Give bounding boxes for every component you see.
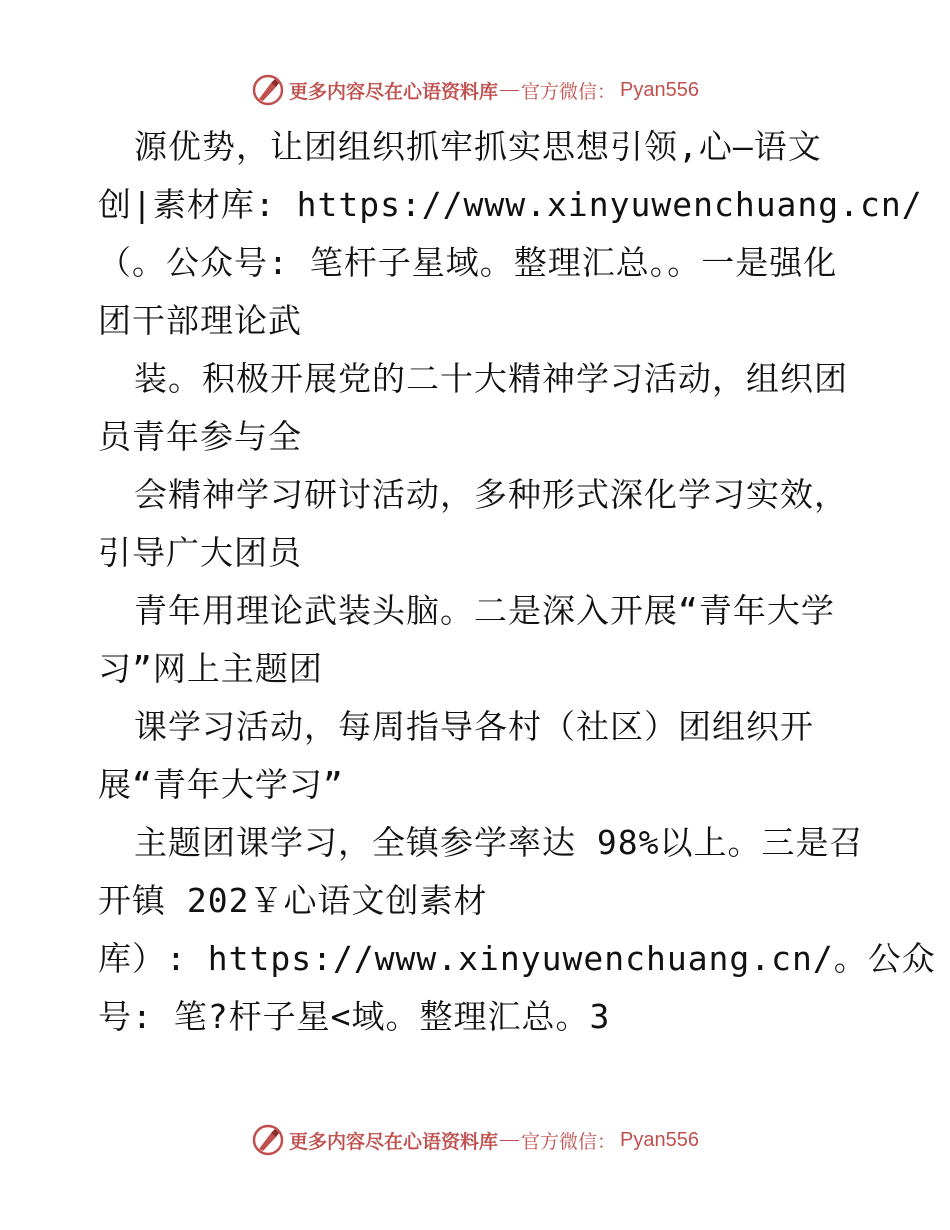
watermark-wechat-label: 官方微信： — [521, 80, 617, 103]
text-line: 员青年参与全 — [98, 417, 302, 456]
pen-nib-logo-icon — [251, 73, 285, 107]
watermark-separator: — — [500, 1129, 520, 1150]
text-line: 号: 笔?杆子星<域。整理汇总。3 — [98, 997, 611, 1036]
text-line: 引导广大团员 — [98, 533, 302, 572]
text-line: 库）: https://www.xinyuwenchuang.cn/。公众 — [98, 939, 936, 978]
text-line: 课学习活动，每周指导各村（社区）团组织开 — [134, 707, 814, 746]
text-line: 创|素材库: https://www.xinyuwenchuang.cn/ — [98, 185, 923, 224]
pen-nib-logo-icon — [251, 1123, 285, 1157]
text-line: 习”网上主题团 — [98, 649, 323, 688]
text-line: 装。积极开展党的二十大精神学习活动，组织团 — [134, 359, 848, 398]
watermark-slogan: 更多内容尽在心语资料库 — [289, 80, 499, 103]
text-line: （。公众号: 笔杆子星域。整理汇总。。一是强化 — [98, 243, 838, 282]
text-line: 青年用理论武装头脑。二是深入开展“青年大学 — [134, 591, 835, 630]
text-line: 主题团课学习，全镇参学率达 98%以上。三是召 — [134, 823, 864, 862]
watermark-slogan: 更多内容尽在心语资料库 — [289, 1130, 499, 1153]
watermark-wechat-id: Pyan556 — [620, 78, 699, 101]
text-line: 开镇 202￥心语文创素材 — [98, 881, 488, 920]
text-line: 团干部理论武 — [98, 301, 302, 340]
text-line: 展“青年大学习” — [98, 765, 344, 804]
text-line: 会精神学习研讨活动，多种形式深化学习实效， — [134, 475, 848, 514]
header-watermark — [0, 70, 950, 110]
footer-watermark — [0, 1120, 950, 1160]
watermark-wechat-label: 官方微信： — [521, 1130, 617, 1153]
text-line: 源优势，让团组织抓牢抓实思想引领,心—语文 — [134, 127, 822, 166]
document-body — [98, 118, 936, 1046]
watermark-separator: — — [500, 79, 520, 100]
watermark-wechat-id: Pyan556 — [620, 1128, 699, 1151]
